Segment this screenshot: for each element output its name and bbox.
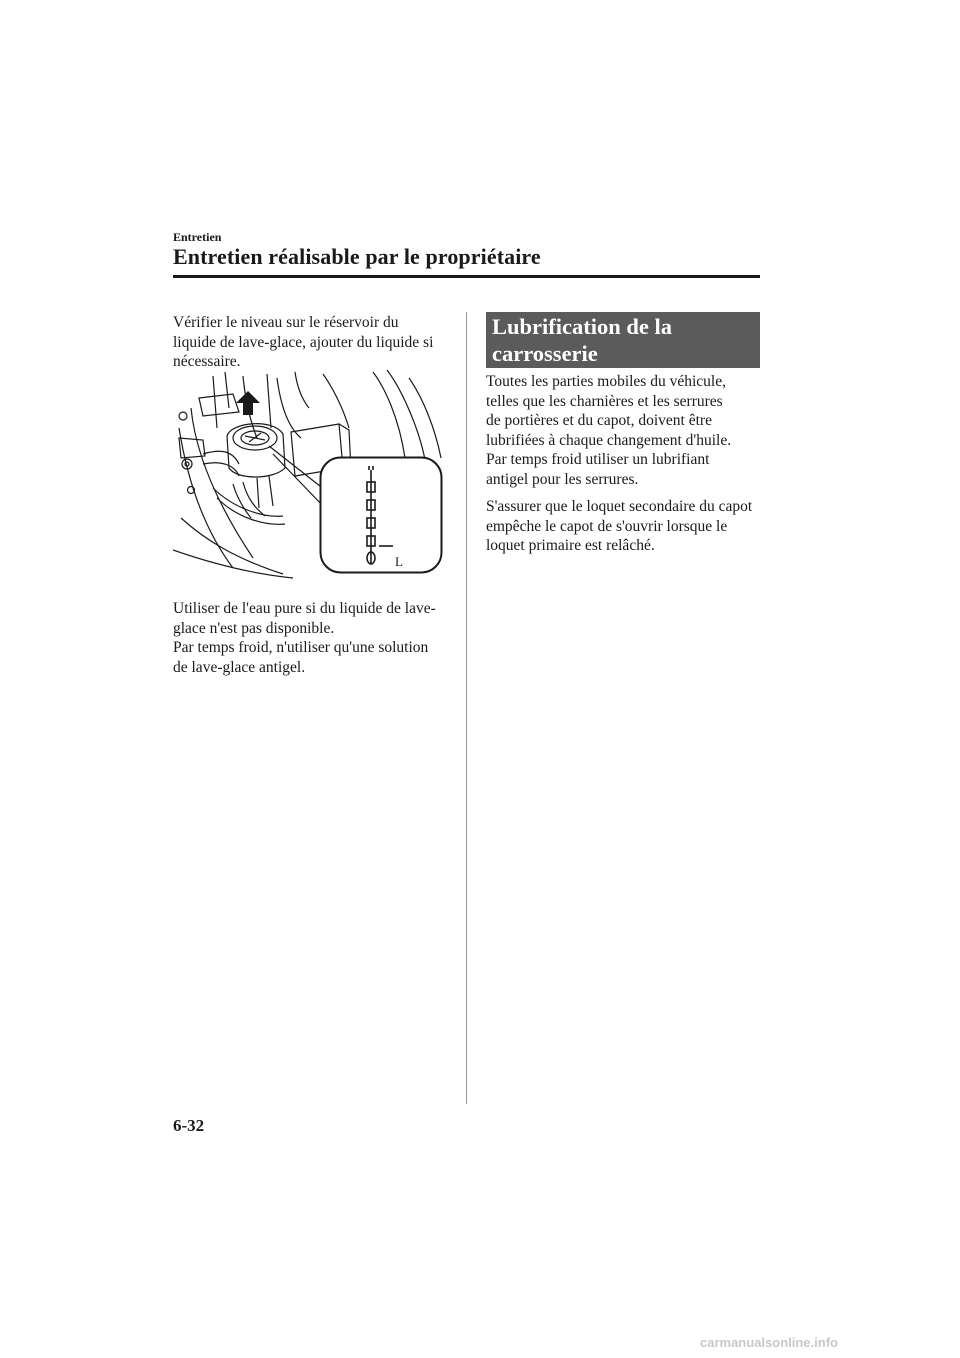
arrow-up-icon bbox=[235, 390, 261, 416]
watermark: carmanualsonline.info bbox=[700, 1335, 838, 1350]
section-heading-line: carrosserie bbox=[492, 341, 598, 366]
level-label: L bbox=[395, 554, 403, 569]
text-line: lubrifiées à chaque changement d'huile. bbox=[486, 431, 732, 449]
paragraph-hood-latch bbox=[486, 497, 752, 556]
text-line: Vérifier le niveau sur le réservoir du bbox=[173, 314, 399, 331]
chapter-title: Entretien réalisable par le propriétaire bbox=[173, 244, 541, 269]
text-line: antigel pour les serrures. bbox=[486, 470, 639, 488]
text-line: glace n'est pas disponible. bbox=[173, 619, 335, 637]
section-heading-line: Lubrification de la bbox=[492, 314, 673, 339]
dipstick-icon bbox=[319, 456, 443, 574]
column-divider bbox=[466, 312, 467, 1104]
text-line: de lave-glace antigel. bbox=[173, 658, 306, 676]
text-line: S'assurer que le loquet secondaire du capot bbox=[486, 498, 753, 515]
text-line: de portières et du capot, doivent être bbox=[486, 412, 712, 429]
text-line: Toutes les parties mobiles du véhicule, bbox=[486, 373, 726, 390]
text-line: nécessaire. bbox=[173, 353, 241, 370]
section-heading-lubrication bbox=[486, 312, 760, 368]
text-line: empêche le capot de s'ouvrir lorsque le bbox=[486, 517, 728, 535]
text-line: Utiliser de l'eau pure si du liquide de lave- bbox=[173, 600, 436, 617]
paragraph-water-fallback bbox=[173, 599, 436, 677]
title-rule bbox=[173, 275, 760, 278]
page-number: 6-32 bbox=[173, 1116, 205, 1135]
paragraph-check-level bbox=[173, 313, 433, 372]
text-line: loquet primaire est relâché. bbox=[486, 537, 655, 554]
paragraph-lubrication bbox=[486, 372, 731, 489]
text-line: Par temps froid, n'utiliser qu'une solution bbox=[173, 639, 429, 656]
text-line: telles que les charnières et les serrures bbox=[486, 392, 723, 410]
washer-reservoir-figure bbox=[173, 368, 445, 580]
text-line: liquide de lave-glace, ajouter du liquide si bbox=[173, 333, 434, 351]
section-label: Entretien bbox=[173, 230, 222, 244]
text-line: Par temps froid utiliser un lubrifiant bbox=[486, 451, 710, 468]
